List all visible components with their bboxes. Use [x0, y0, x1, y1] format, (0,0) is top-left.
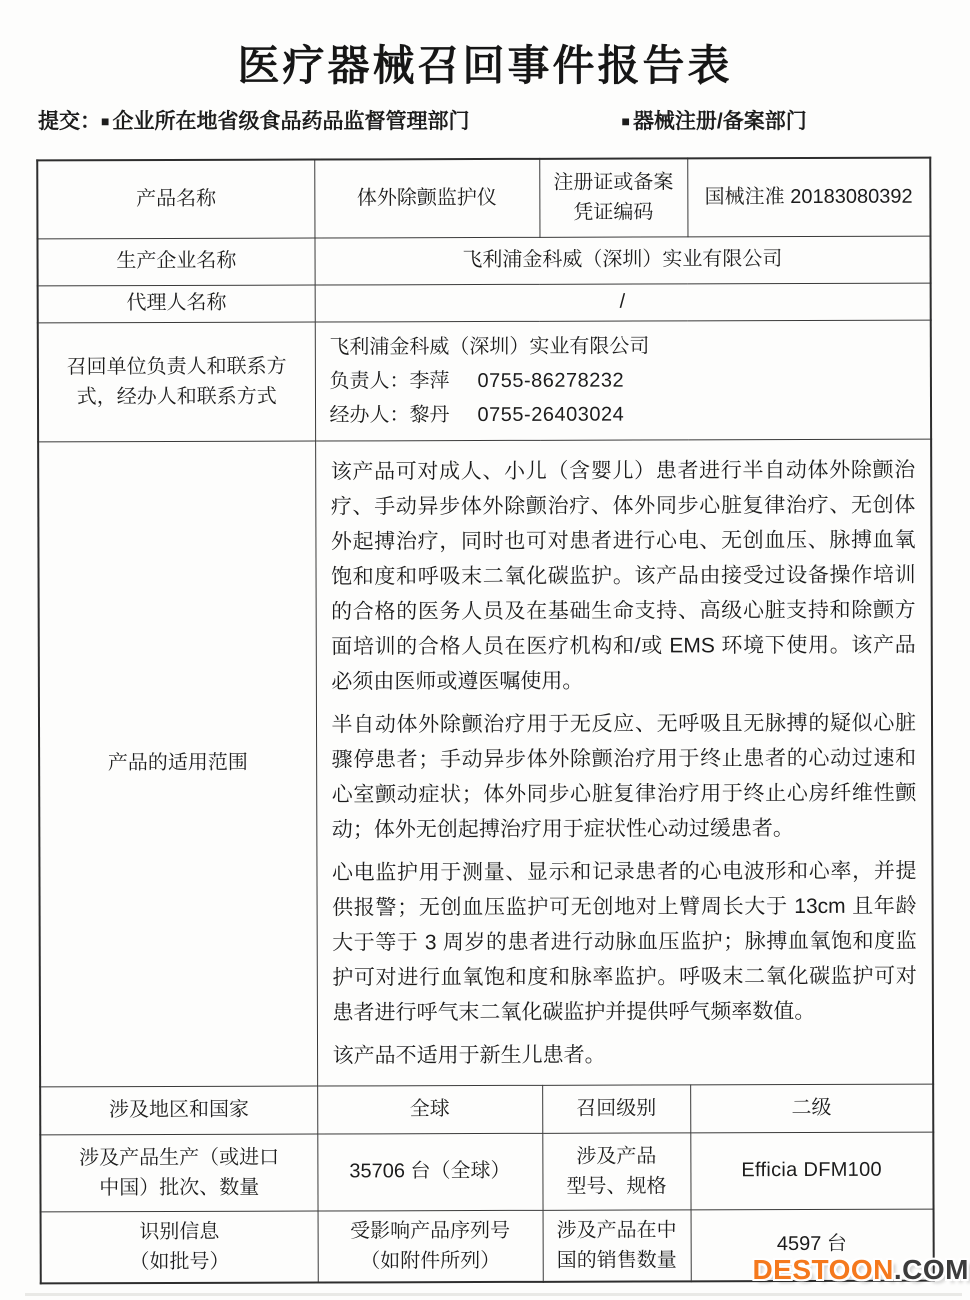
contact-handler-name: 经办人：黎丹: [329, 403, 450, 426]
row-quantity-model: [40, 1132, 933, 1212]
filled-checkbox-icon: ■: [621, 113, 630, 129]
contact-handler: [329, 396, 916, 432]
recall-level-label: 召回级别: [542, 1084, 690, 1132]
registration-code-label-line1: 注册证或备案: [553, 171, 674, 195]
identification-label-line2: （如批号）: [129, 1250, 230, 1273]
scope-label: 产品的适用范围: [38, 441, 317, 1087]
submit-option-provincial: [101, 105, 469, 135]
identification-value-line2: （如附件所列）: [360, 1249, 501, 1273]
page-title: 医疗器械召回事件报告表: [237, 42, 733, 89]
registration-code-label-line2: 凭证编码: [573, 201, 654, 224]
row-manufacturer: [37, 236, 930, 286]
scope-value: [315, 439, 933, 1086]
scope-paragraph-4: 该产品不适用于新生儿患者。: [332, 1043, 606, 1067]
watermark-suffix: .COM: [893, 1254, 969, 1285]
submit-option-registration-label: 器械注册/备案部门: [632, 110, 807, 133]
model-value: Efficia DFM100: [690, 1132, 933, 1210]
scope-paragraph-3: 心电监护用于测量、显示和记录患者的心电波形和心率，并提供报警；无创血压监护可无创地对上臂周长大于 13cm 且年龄大于等于 3 周岁的患者进行动脉血压监护；脉搏血氧饱和度监护可对进行血氧饱和度和脉率监护。呼吸末二氧化碳监护可对患者进行呼气末二氧化碳监护并提供呼气频率数值。: [331, 859, 917, 1024]
china-sales-label-line2: 国的销售数量: [556, 1249, 677, 1272]
scope-paragraph-2: 半自动体外除颤治疗用于无反应、无呼吸且无脉搏的疑似心脏骤停患者；手动异步体外除颤治疗用于终止患者的心动过速和心室颤动症状；体外同步心脏复律治疗用于终止心房纤维性颤动；体外无创起搏治疗用于症状性心动过缓患者。: [331, 711, 917, 841]
contacts-label: [38, 322, 315, 442]
agent-value: /: [315, 283, 931, 322]
product-name-label: 产品名称: [37, 160, 314, 239]
china-sales-label: [543, 1209, 691, 1281]
quantity-value: 35706 台（全球）: [317, 1133, 542, 1211]
model-label: [542, 1132, 690, 1209]
quantity-label: [40, 1134, 317, 1212]
row-region-level: [40, 1084, 933, 1135]
recall-report-table: [36, 157, 935, 1285]
china-sales-label-line1: 涉及产品在中: [556, 1219, 677, 1242]
submit-option-provincial-label: 企业所在地省级食品药品监督管理部门: [112, 110, 470, 133]
contacts-value: [315, 320, 931, 441]
model-label-line1: 涉及产品: [576, 1144, 657, 1168]
scan-artifact-streak: [25, 1293, 962, 1296]
recall-level-value: 二级: [690, 1084, 933, 1133]
identification-label-line1: 识别信息: [139, 1220, 220, 1243]
identification-value-line1: 受影响产品序列号: [350, 1219, 511, 1243]
submit-option-registration: [621, 105, 806, 135]
identification-label: [41, 1211, 318, 1284]
quantity-label-line2: 中国）批次、数量: [99, 1176, 260, 1199]
registration-code-label: [539, 158, 687, 236]
china-sales-value: 4597 台: [691, 1209, 934, 1282]
row-scope: [38, 439, 933, 1087]
submit-label: 提交：: [38, 110, 101, 133]
registration-code-value: 国械注准 20183080392: [687, 158, 930, 237]
region-value: 全球: [317, 1085, 542, 1134]
row-product-name: [37, 158, 930, 239]
watermark-brand: DESTOON: [752, 1254, 894, 1285]
row-contacts: [38, 320, 931, 442]
contacts-label-line1: 召回单位负责人和联系方: [66, 355, 287, 378]
scope-paragraph-1: 该产品可对成人、小儿（含婴儿）患者进行半自动体外除颤治疗、手动异步体外除颤治疗、体外同步心脏复律治疗、无创体外起搏治疗，同时也可对患者进行心电、无创血压、脉搏血氧饱和度和呼吸末二氧化碳监护。该产品由接受过设备操作培训的合格的医务人员及在基础生命支持、高级心脏支持和除颤方面培训的合格人员在医疗机构和/或 EMS 环境下使用。该产品必须由医师或遵医嘱使用。: [330, 458, 916, 693]
row-agent: [38, 283, 931, 323]
contact-manager-phone: 0755-86278232: [477, 369, 625, 392]
filled-checkbox-icon: ■: [101, 113, 110, 129]
contact-handler-phone: 0755-26403024: [477, 403, 625, 426]
product-name-value: 体外除颤监护仪: [314, 159, 539, 238]
quantity-label-line1: 涉及产品生产（或进口: [79, 1146, 280, 1169]
model-label-line2: 型号、规格: [566, 1174, 667, 1198]
contact-manager: [329, 362, 916, 398]
contact-company: 飞利浦金科威（深圳）实业有限公司: [329, 334, 650, 358]
agent-label: 代理人名称: [38, 285, 315, 323]
watermark-logo: [752, 1254, 969, 1286]
region-label: 涉及地区和国家: [40, 1086, 317, 1135]
submit-line: [38, 105, 933, 135]
manufacturer-value: 飞利浦金科威（深圳）实业有限公司: [314, 236, 930, 285]
contact-manager-name: 负责人：李萍: [329, 369, 450, 392]
manufacturer-label: 生产企业名称: [37, 238, 314, 286]
identification-value: [318, 1210, 543, 1283]
contacts-label-line2: 式，经办人和联系方式: [76, 385, 277, 408]
